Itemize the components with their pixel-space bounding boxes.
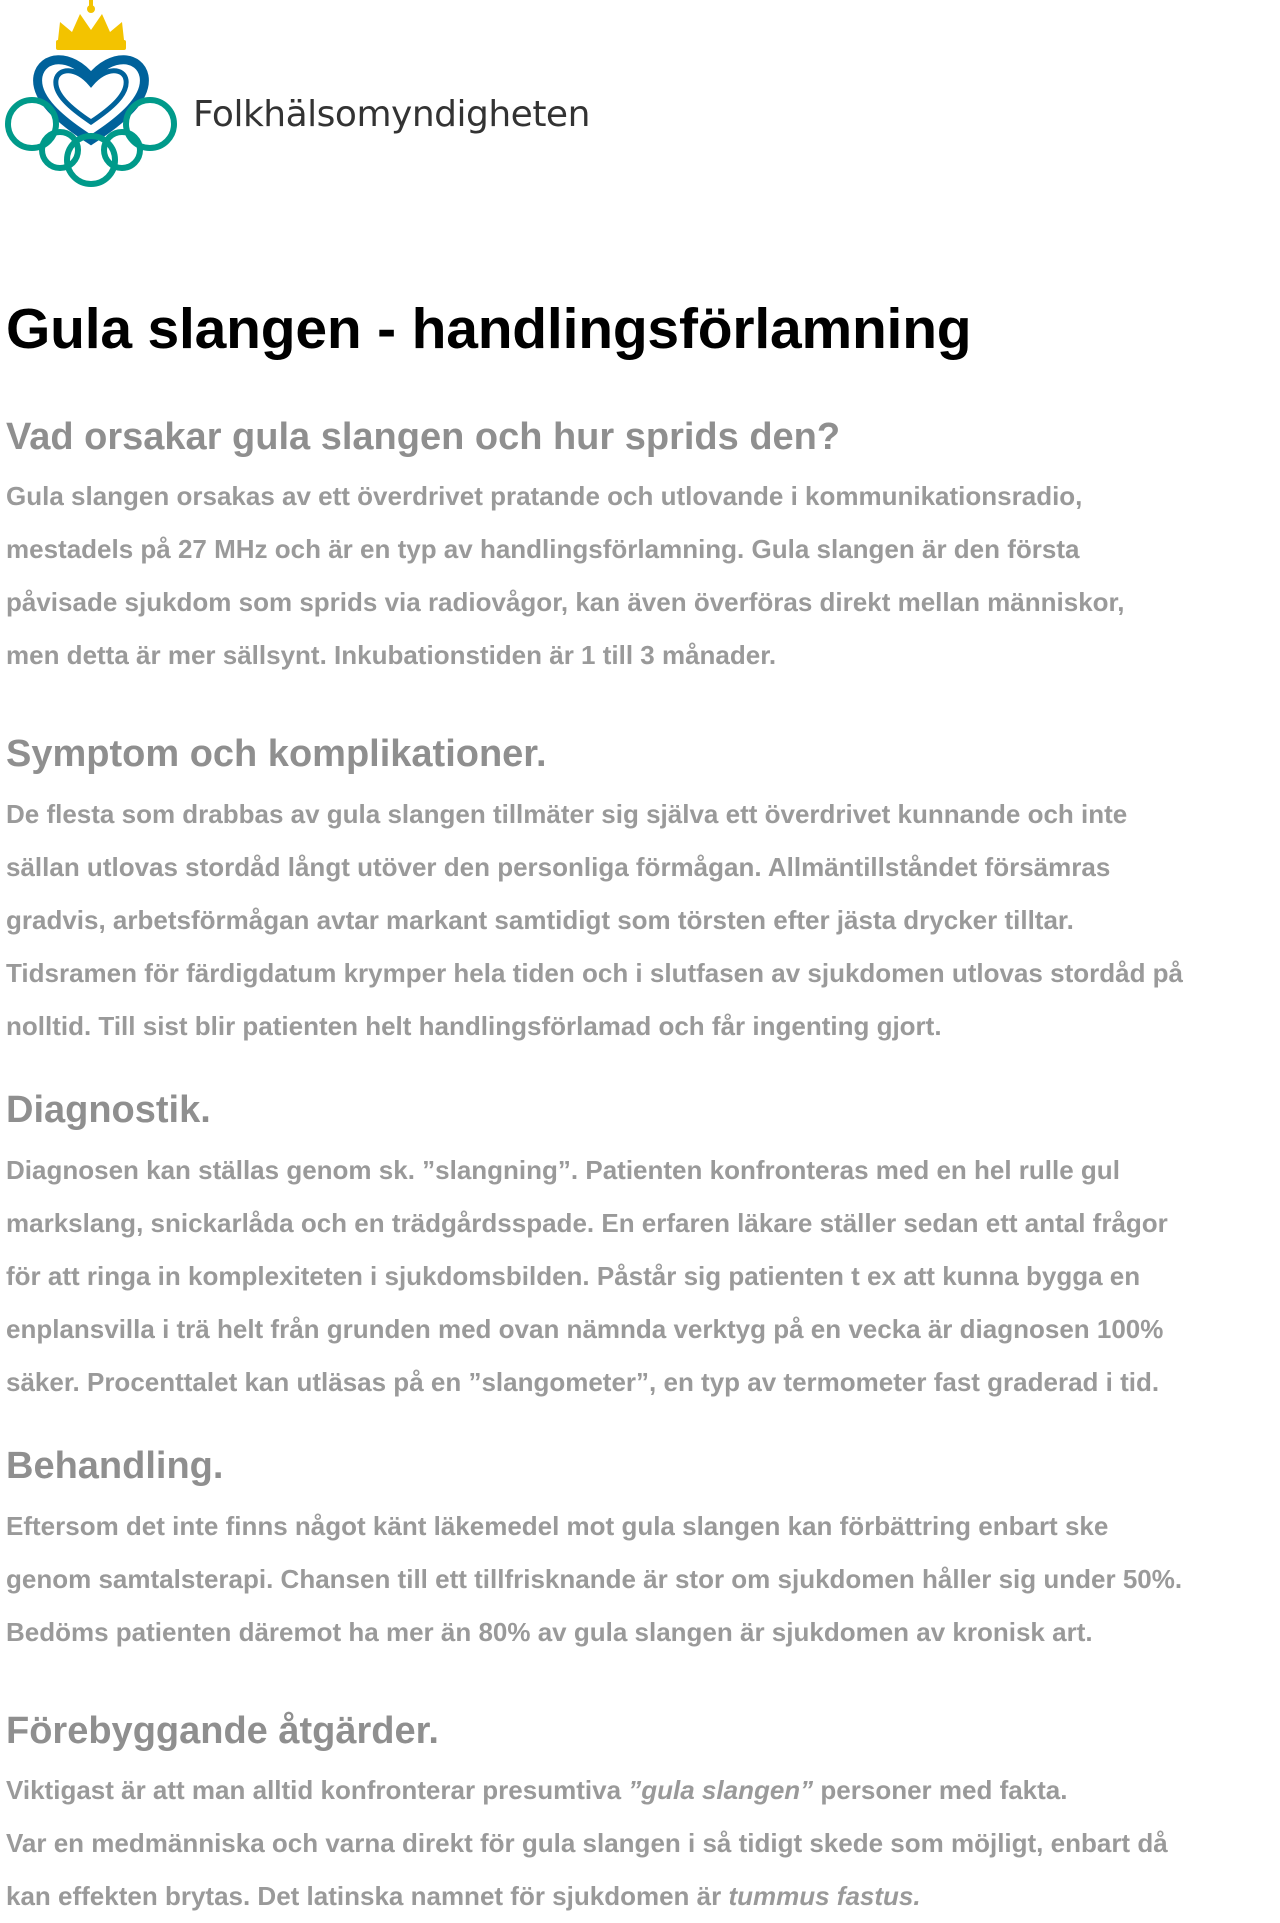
paragraph-line [6,1870,1278,1923]
agency-logo [0,0,600,190]
paragraph-line: sällan utlovas stordåd långt utöver den personliga förmågan. Allmäntillståndet försämras [6,852,1111,882]
paragraph-line: Eftersom det inte finns något känt läkemedel mot gula slangen kan förbättring enbart ske [6,1511,1109,1541]
paragraph-line: påvisade sjukdom som sprids via radiovågor, kan även överföras direkt mellan människor, [6,587,1125,617]
paragraph-line: Tidsramen för färdigdatum krymper hela tiden och i slutfasen av sjukdomen utlovas stordåd på [6,958,1184,988]
italic-term: tummus fastus. [728,1881,921,1911]
paragraph-line: genom samtalsterapi. Chansen till ett tillfrisknande är stor om sjukdomen håller sig under 50%. [6,1564,1183,1594]
paragraph-line: De flesta som drabbas av gula slangen tillmäter sig själva ett överdrivet kunnande och inte [6,799,1128,829]
section-body-diagnostics [6,1144,1278,1409]
section-heading-prevention: Förebyggande åtgärder. [6,1710,439,1752]
section-heading-cause: Vad orsakar gula slangen och hur sprids den? [6,416,841,458]
paragraph-line: mestadels på 27 MHz och är en typ av handlingsförlamning. Gula slangen är den första [6,534,1080,564]
section-body-treatment [6,1500,1278,1659]
section-body-cause [6,470,1278,682]
italic-term: ”gula slangen” [628,1775,814,1805]
paragraph-line: säker. Procenttalet kan utläsas på en ”slangometer”, en typ av termometer fast graderad i tid. [6,1367,1160,1397]
paragraph-line: Diagnosen kan ställas genom sk. ”slangning”. Patienten konfronteras med en hel rulle gul [6,1155,1120,1185]
text-run: personer med fakta. [813,1775,1068,1805]
agency-name: Folkhälsomyndigheten [193,94,590,135]
section-heading-treatment: Behandling. [6,1445,224,1487]
paragraph-line: nolltid. Till sist blir patienten helt handlingsförlamad och får ingenting gjort. [6,1011,942,1041]
paragraph-line: markslang, snickarlåda och en trädgårdsspade. En erfaren läkare ställer sedan ett antal frågor [6,1208,1168,1238]
document-title: Gula slangen - handlingsförlamning [6,297,972,361]
section-body-symptoms [6,788,1278,1053]
paragraph-line: gradvis, arbetsförmågan avtar markant samtidigt som törsten efter jästa drycker tilltar. [6,905,1074,935]
text-run: Viktigast är att man alltid konfronterar presumtiva [6,1775,629,1805]
paragraph-line: men detta är mer sällsynt. Inkubationstiden är 1 till 3 månader. [6,640,777,670]
text-run: kan effekten brytas. Det latinska namnet för sjukdomen är [6,1881,729,1911]
paragraph-line: Gula slangen orsakas av ett överdrivet pratande och utlovande i kommunikationsradio, [6,481,1083,511]
section-body-prevention [6,1764,1278,1923]
paragraph-line: Var en medmänniska och varna direkt för gula slangen i så tidigt skede som möjligt, enbart då [6,1828,1168,1858]
paragraph-line: för att ringa in komplexiteten i sjukdomsbilden. Påstår sig patienten t ex att kunna bygga en [6,1261,1141,1291]
paragraph-line: enplansvilla i trä helt från grunden med ovan nämnda verktyg på en vecka är diagnosen 100% [6,1314,1164,1344]
section-heading-symptoms: Symptom och komplikationer. [6,733,547,775]
crown-heart-rings-icon [0,0,180,190]
paragraph-line [6,1764,1278,1817]
paragraph-line: Bedöms patienten däremot ha mer än 80% av gula slangen är sjukdomen av kronisk art. [6,1617,1093,1647]
section-heading-diagnostics: Diagnostik. [6,1089,211,1131]
